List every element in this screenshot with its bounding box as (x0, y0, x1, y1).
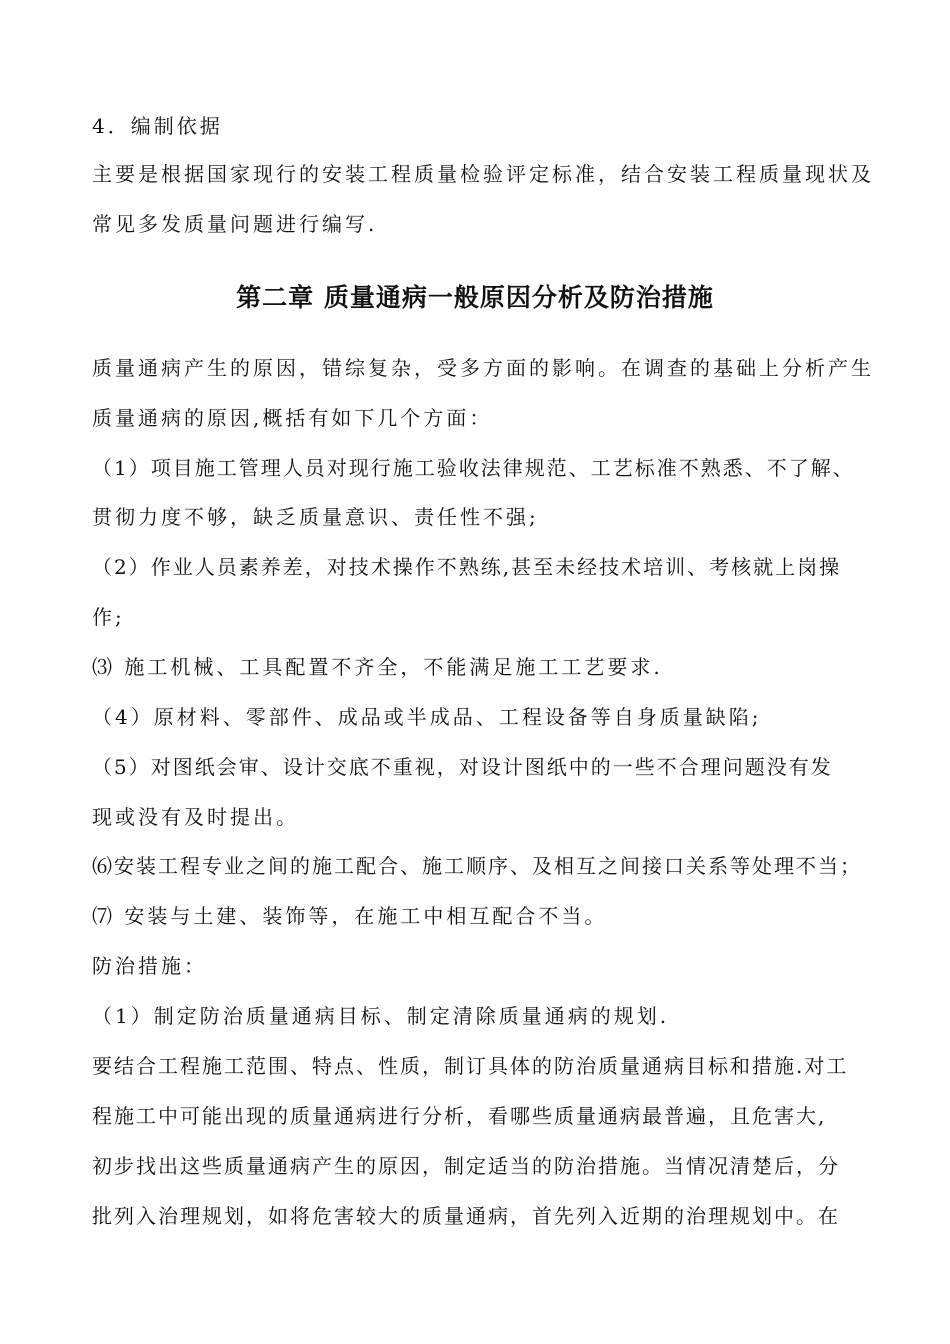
paragraph-line: 质量通病产生的原因，错综复杂，受多方面的影响。在调查的基础上分析产生 (92, 356, 874, 380)
list-item-line: 作; (92, 605, 125, 629)
section-title-basis: 4．编制依据 (92, 114, 223, 138)
paragraph-line: 质量通病的原因,概括有如下几个方面： (92, 406, 493, 430)
chapter-heading: 第二章 质量通病一般原因分析及防治措施 (236, 283, 714, 312)
list-item-line: 贯彻力度不够，缺乏质量意识、责任性不强; (92, 505, 539, 529)
paragraph-line: 常见多发质量问题进行编写. (92, 212, 378, 236)
list-item: （4）原材料、零部件、成品或半成品、工程设备等自身质量缺陷; (92, 705, 762, 729)
paragraph-line: 批列入治理规划，如将危害较大的质量通病，首先列入近期的治理规划中。在 (92, 1204, 840, 1228)
list-item: ⑹安装工程专业之间的施工配合、施工顺序、及相互之间接口关系等处理不当； (92, 854, 862, 878)
list-item-line: （5）对图纸会审、设计交底不重视，对设计图纸中的一些不合理问题没有发 (92, 755, 833, 779)
list-item: ⑶ 施工机械、工具配置不齐全，不能满足施工工艺要求. (92, 655, 663, 679)
list-item-line: 现或没有及时提出。 (92, 805, 299, 829)
section-title-measures: 防治措施： (92, 954, 207, 978)
list-item-line: （1）项目施工管理人员对现行施工验收法律规范、工艺标准不熟悉、不了解、 (92, 456, 855, 480)
paragraph-line: 程施工中可能出现的质量通病进行分析，看哪些质量通病最普遍，且危害大, (92, 1104, 827, 1128)
paragraph-line: 初步找出这些质量通病产生的原因，制定适当的防治措施。当情况清楚后，分 (92, 1154, 840, 1178)
list-item: ⑺ 安装与土建、装饰等，在施工中相互配合不当。 (92, 904, 608, 928)
list-item: （1）制定防治质量通病目标、制定清除质量通病的规划. (92, 1004, 670, 1028)
paragraph-line: 要结合工程施工范围、特点、性质，制订具体的防治质量通病目标和措施.对工 (92, 1054, 849, 1078)
list-item-line: （2）作业人员素养差，对技术操作不熟练,甚至未经技术培训、考核就上岗操 (92, 555, 842, 579)
paragraph-line: 主要是根据国家现行的安装工程质量检验评定标准，结合安装工程质量现状及 (92, 162, 874, 186)
